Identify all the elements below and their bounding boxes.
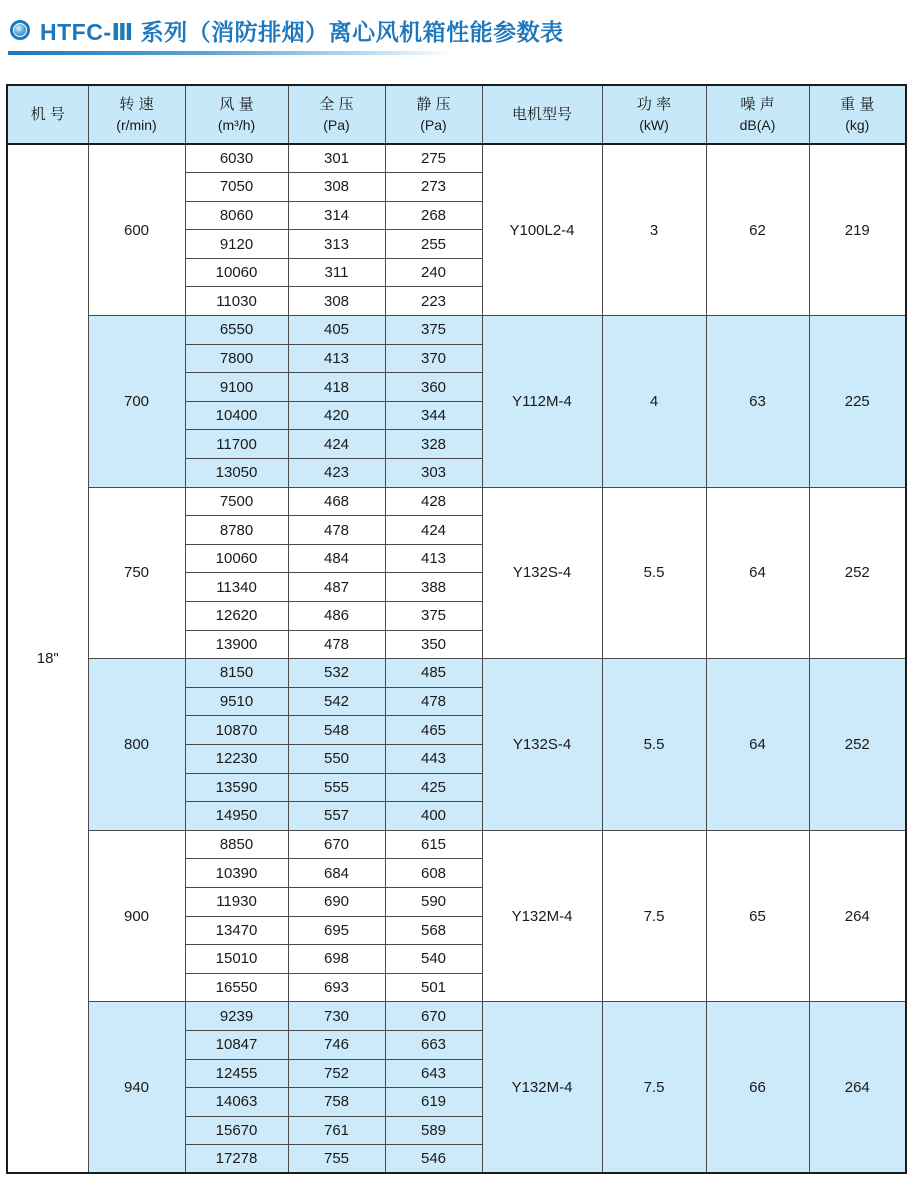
motor-model-cell: Y132S-4 [482, 487, 602, 659]
static-pressure-cell: 608 [385, 859, 482, 888]
total-pressure-cell: 761 [288, 1116, 385, 1145]
static-pressure-cell: 568 [385, 916, 482, 945]
total-pressure-cell: 486 [288, 602, 385, 631]
header-unit: (m³/h) [217, 116, 256, 133]
total-pressure-cell: 311 [288, 258, 385, 287]
static-pressure-cell: 240 [385, 258, 482, 287]
col-header-speed [88, 85, 185, 144]
total-pressure-cell: 468 [288, 487, 385, 516]
total-pressure-cell: 532 [288, 659, 385, 688]
table-row [7, 830, 906, 859]
static-pressure-cell: 425 [385, 773, 482, 802]
motor-model-cell: Y112M-4 [482, 316, 602, 488]
static-pressure-cell: 223 [385, 287, 482, 316]
static-pressure-cell: 643 [385, 1059, 482, 1088]
total-pressure-cell: 478 [288, 630, 385, 659]
total-pressure-cell: 698 [288, 945, 385, 974]
airflow-cell: 10870 [185, 716, 288, 745]
motor-model-cell: Y132M-4 [482, 1002, 602, 1174]
static-pressure-cell: 268 [385, 201, 482, 230]
total-pressure-cell: 420 [288, 401, 385, 430]
airflow-cell: 15670 [185, 1116, 288, 1145]
airflow-cell: 11340 [185, 573, 288, 602]
airflow-cell: 13050 [185, 459, 288, 488]
airflow-cell: 12455 [185, 1059, 288, 1088]
noise-cell: 64 [706, 487, 809, 659]
header-label: 电机型号 [511, 105, 572, 123]
header-label: 机 号 [30, 105, 65, 123]
airflow-cell: 10390 [185, 859, 288, 888]
static-pressure-cell: 273 [385, 173, 482, 202]
header-label: 静 压 [416, 95, 451, 113]
header-unit: dB(A) [739, 116, 776, 133]
static-pressure-cell: 590 [385, 887, 482, 916]
col-header-airflow [185, 85, 288, 144]
total-pressure-cell: 484 [288, 544, 385, 573]
total-pressure-cell: 755 [288, 1145, 385, 1174]
airflow-cell: 8850 [185, 830, 288, 859]
header-label: 风 量 [219, 95, 254, 113]
col-header-static-pressure [385, 85, 482, 144]
airflow-cell: 14063 [185, 1088, 288, 1117]
noise-cell: 66 [706, 1002, 809, 1174]
static-pressure-cell: 501 [385, 973, 482, 1002]
static-pressure-cell: 350 [385, 630, 482, 659]
header-unit: (kg) [845, 116, 870, 133]
weight-cell: 219 [809, 144, 906, 316]
weight-cell: 252 [809, 659, 906, 831]
airflow-cell: 9239 [185, 1002, 288, 1031]
noise-cell: 63 [706, 316, 809, 488]
col-header-noise [706, 85, 809, 144]
power-cell: 4 [602, 316, 706, 488]
airflow-cell: 10060 [185, 258, 288, 287]
weight-cell: 264 [809, 830, 906, 1002]
speed-cell: 600 [88, 144, 185, 316]
noise-cell: 62 [706, 144, 809, 316]
static-pressure-cell: 619 [385, 1088, 482, 1117]
power-cell: 3 [602, 144, 706, 316]
speed-cell: 750 [88, 487, 185, 659]
header-unit: (Pa) [323, 116, 350, 133]
motor-model-cell: Y132S-4 [482, 659, 602, 831]
static-pressure-cell: 370 [385, 344, 482, 373]
airflow-cell: 17278 [185, 1145, 288, 1174]
airflow-cell: 9510 [185, 687, 288, 716]
page-title: HTFC-Ⅲ 系列（消防排烟）离心风机箱性能参数表 [40, 18, 564, 45]
total-pressure-cell: 730 [288, 1002, 385, 1031]
total-pressure-cell: 478 [288, 516, 385, 545]
static-pressure-cell: 424 [385, 516, 482, 545]
static-pressure-cell: 478 [385, 687, 482, 716]
weight-cell: 225 [809, 316, 906, 488]
static-pressure-cell: 344 [385, 401, 482, 430]
total-pressure-cell: 695 [288, 916, 385, 945]
col-header-weight [809, 85, 906, 144]
motor-model-cell: Y132M-4 [482, 830, 602, 1002]
static-pressure-cell: 388 [385, 573, 482, 602]
table-row [7, 487, 906, 516]
total-pressure-cell: 684 [288, 859, 385, 888]
airflow-cell: 13470 [185, 916, 288, 945]
table-row [7, 1002, 906, 1031]
title-row [6, 14, 906, 46]
total-pressure-cell: 670 [288, 830, 385, 859]
static-pressure-cell: 303 [385, 459, 482, 488]
total-pressure-cell: 548 [288, 716, 385, 745]
total-pressure-cell: 308 [288, 287, 385, 316]
total-pressure-cell: 542 [288, 687, 385, 716]
total-pressure-cell: 746 [288, 1030, 385, 1059]
total-pressure-cell: 693 [288, 973, 385, 1002]
performance-table [6, 84, 907, 1174]
static-pressure-cell: 540 [385, 945, 482, 974]
static-pressure-cell: 413 [385, 544, 482, 573]
static-pressure-cell: 400 [385, 802, 482, 831]
col-header-power [602, 85, 706, 144]
power-cell: 5.5 [602, 659, 706, 831]
total-pressure-cell: 423 [288, 459, 385, 488]
static-pressure-cell: 615 [385, 830, 482, 859]
airflow-cell: 11930 [185, 887, 288, 916]
airflow-cell: 12620 [185, 602, 288, 631]
airflow-cell: 10400 [185, 401, 288, 430]
motor-model-cell: Y100L2-4 [482, 144, 602, 316]
header-unit: (Pa) [420, 116, 447, 133]
airflow-cell: 8150 [185, 659, 288, 688]
static-pressure-cell: 255 [385, 230, 482, 259]
airflow-cell: 10847 [185, 1030, 288, 1059]
header-row [7, 85, 906, 144]
speed-cell: 900 [88, 830, 185, 1002]
airflow-cell: 6030 [185, 144, 288, 173]
total-pressure-cell: 301 [288, 144, 385, 173]
static-pressure-cell: 275 [385, 144, 482, 173]
header-unit: (kW) [639, 116, 669, 133]
airflow-cell: 14950 [185, 802, 288, 831]
total-pressure-cell: 405 [288, 316, 385, 345]
airflow-cell: 7500 [185, 487, 288, 516]
total-pressure-cell: 424 [288, 430, 385, 459]
static-pressure-cell: 375 [385, 602, 482, 631]
airflow-cell: 7800 [185, 344, 288, 373]
power-cell: 7.5 [602, 1002, 706, 1174]
static-pressure-cell: 428 [385, 487, 482, 516]
total-pressure-cell: 752 [288, 1059, 385, 1088]
weight-cell: 252 [809, 487, 906, 659]
total-pressure-cell: 557 [288, 802, 385, 831]
col-header-machine-no [7, 85, 88, 144]
header-unit: (r/min) [116, 116, 157, 133]
noise-cell: 65 [706, 830, 809, 1002]
static-pressure-cell: 360 [385, 373, 482, 402]
airflow-cell: 10060 [185, 544, 288, 573]
airflow-cell: 6550 [185, 316, 288, 345]
total-pressure-cell: 418 [288, 373, 385, 402]
col-header-total-pressure [288, 85, 385, 144]
table-row [7, 316, 906, 345]
total-pressure-cell: 314 [288, 201, 385, 230]
total-pressure-cell: 308 [288, 173, 385, 202]
speed-cell: 940 [88, 1002, 185, 1174]
airflow-cell: 15010 [185, 945, 288, 974]
table-row [7, 144, 906, 173]
machine-no-cell: 18" [7, 144, 88, 1173]
total-pressure-cell: 555 [288, 773, 385, 802]
airflow-cell: 8780 [185, 516, 288, 545]
total-pressure-cell: 690 [288, 887, 385, 916]
static-pressure-cell: 589 [385, 1116, 482, 1145]
static-pressure-cell: 546 [385, 1145, 482, 1174]
airflow-cell: 9120 [185, 230, 288, 259]
static-pressure-cell: 443 [385, 744, 482, 773]
airflow-cell: 16550 [185, 973, 288, 1002]
static-pressure-cell: 485 [385, 659, 482, 688]
airflow-cell: 7050 [185, 173, 288, 202]
total-pressure-cell: 413 [288, 344, 385, 373]
airflow-cell: 12230 [185, 744, 288, 773]
bullseye-icon [10, 20, 30, 40]
airflow-cell: 13900 [185, 630, 288, 659]
static-pressure-cell: 663 [385, 1030, 482, 1059]
airflow-cell: 8060 [185, 201, 288, 230]
header-label: 功 率 [636, 95, 672, 113]
static-pressure-cell: 670 [385, 1002, 482, 1031]
airflow-cell: 13590 [185, 773, 288, 802]
header-label: 全 压 [319, 95, 354, 113]
total-pressure-cell: 550 [288, 744, 385, 773]
airflow-cell: 11700 [185, 430, 288, 459]
speed-cell: 800 [88, 659, 185, 831]
col-header-motor-model [482, 85, 602, 144]
speed-cell: 700 [88, 316, 185, 488]
header-label: 转 速 [119, 95, 154, 113]
weight-cell: 264 [809, 1002, 906, 1174]
airflow-cell: 11030 [185, 287, 288, 316]
static-pressure-cell: 465 [385, 716, 482, 745]
table-row [7, 659, 906, 688]
power-cell: 5.5 [602, 487, 706, 659]
noise-cell: 64 [706, 659, 809, 831]
header-label: 重 量 [840, 95, 875, 113]
static-pressure-cell: 375 [385, 316, 482, 345]
total-pressure-cell: 758 [288, 1088, 385, 1117]
airflow-cell: 9100 [185, 373, 288, 402]
header-label: 噪 声 [740, 95, 775, 113]
total-pressure-cell: 487 [288, 573, 385, 602]
title-underline [8, 51, 455, 55]
static-pressure-cell: 328 [385, 430, 482, 459]
total-pressure-cell: 313 [288, 230, 385, 259]
power-cell: 7.5 [602, 830, 706, 1002]
